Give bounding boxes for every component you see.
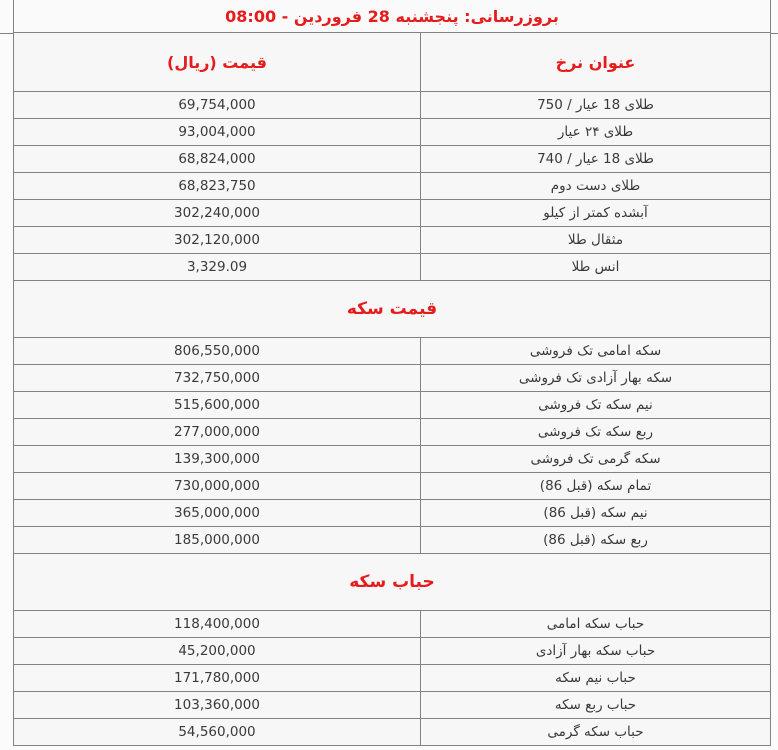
rate-title-cell: سکه گرمی تک فروشی (421, 446, 771, 473)
update-timestamp: بروزرسانی: پنجشنبه 28 فروردین - 08:00 (14, 0, 771, 33)
table-row (14, 227, 771, 254)
price-cell: 730,000,000 (14, 473, 421, 500)
table-row (14, 665, 771, 692)
price-cell: 139,300,000 (14, 446, 421, 473)
price-cell: 302,120,000 (14, 227, 421, 254)
price-cell: 93,004,000 (14, 119, 421, 146)
rate-title-cell: سکه بهار آزادی تک فروشی (421, 365, 771, 392)
price-table-body (14, 0, 771, 746)
update-row (14, 0, 771, 33)
column-header-price: قیمت (ریال) (14, 33, 421, 92)
price-cell: 118,400,000 (14, 611, 421, 638)
rate-title-cell: حباب ربع سکه (421, 692, 771, 719)
price-cell: 68,823,750 (14, 173, 421, 200)
table-row (14, 338, 771, 365)
rate-title-cell: حباب نیم سکه (421, 665, 771, 692)
rate-title-cell: تمام سکه (قبل 86) (421, 473, 771, 500)
table-row (14, 365, 771, 392)
price-cell: 515,600,000 (14, 392, 421, 419)
section-header-row (14, 281, 771, 338)
price-cell: 69,754,000 (14, 92, 421, 119)
rate-title-cell: سکه امامی تک فروشی (421, 338, 771, 365)
price-cell: 365,000,000 (14, 500, 421, 527)
rate-title-cell: مثقال طلا (421, 227, 771, 254)
rate-title-cell: حباب سکه گرمی (421, 719, 771, 746)
rate-title-cell: ربع سکه (قبل 86) (421, 527, 771, 554)
table-row (14, 392, 771, 419)
rate-title-cell: طلای 18 عیار / 750 (421, 92, 771, 119)
table-row (14, 527, 771, 554)
rate-title-cell: طلای 18 عیار / 740 (421, 146, 771, 173)
price-cell: 54,560,000 (14, 719, 421, 746)
table-row (14, 719, 771, 746)
price-cell: 302,240,000 (14, 200, 421, 227)
rate-title-cell: نیم سکه (قبل 86) (421, 500, 771, 527)
table-row (14, 173, 771, 200)
column-header-row (14, 33, 771, 92)
price-table (13, 0, 771, 746)
table-row (14, 92, 771, 119)
table-row (14, 692, 771, 719)
price-cell: 806,550,000 (14, 338, 421, 365)
price-cell: 171,780,000 (14, 665, 421, 692)
price-cell: 68,824,000 (14, 146, 421, 173)
table-row (14, 200, 771, 227)
rate-title-cell: ربع سکه تک فروشی (421, 419, 771, 446)
rate-title-cell: حباب سکه بهار آزادی (421, 638, 771, 665)
rate-title-cell: طلای ۲۴ عیار (421, 119, 771, 146)
price-cell: 45,200,000 (14, 638, 421, 665)
price-cell: 103,360,000 (14, 692, 421, 719)
rate-title-cell: نیم سکه تک فروشی (421, 392, 771, 419)
price-cell: 732,750,000 (14, 365, 421, 392)
table-row (14, 446, 771, 473)
section-header: حباب سکه (14, 554, 771, 611)
price-cell: 277,000,000 (14, 419, 421, 446)
section-header: قیمت سکه (14, 281, 771, 338)
table-row (14, 146, 771, 173)
section-header-row (14, 554, 771, 611)
table-row (14, 611, 771, 638)
price-cell: 3,329.09 (14, 254, 421, 281)
table-row (14, 254, 771, 281)
column-header-rate-title: عنوان نرخ (421, 33, 771, 92)
table-row (14, 119, 771, 146)
table-row (14, 419, 771, 446)
rate-title-cell: انس طلا (421, 254, 771, 281)
table-row (14, 473, 771, 500)
rate-title-cell: حباب سکه امامی (421, 611, 771, 638)
price-cell: 185,000,000 (14, 527, 421, 554)
table-row (14, 638, 771, 665)
table-row (14, 500, 771, 527)
rate-title-cell: آبشده کمتر از کیلو (421, 200, 771, 227)
rate-title-cell: طلای دست دوم (421, 173, 771, 200)
